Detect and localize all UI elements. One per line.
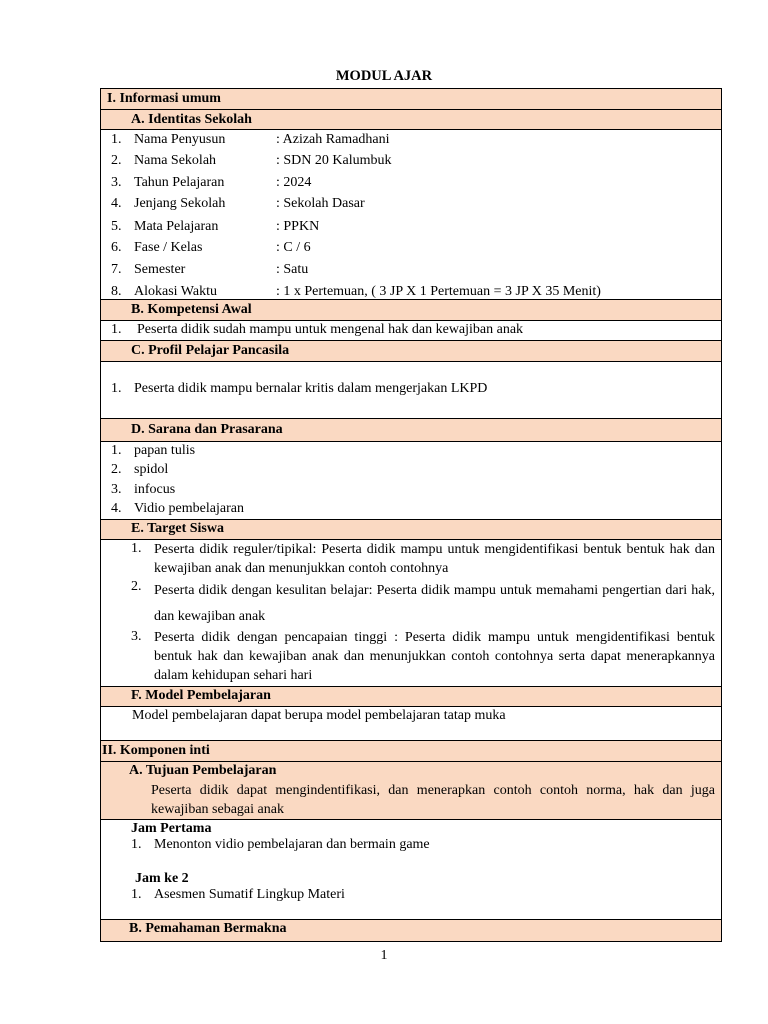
model-pembelajaran-body xyxy=(101,707,721,741)
kompetensi-awal-list xyxy=(101,321,721,341)
text-label: B. Pemahaman Bermakna xyxy=(129,921,287,936)
text-label: : Azizah Ramadhani xyxy=(276,132,390,147)
tujuan-pembelajaran-header: A. Tujuan Pembelajaran xyxy=(129,763,277,778)
text-label: Nama Sekolah xyxy=(134,153,217,168)
model-text: Model pembelajaran dapat berupa model pembelajaran tatap muka xyxy=(132,708,506,723)
sarana-prasarana-header xyxy=(101,419,721,442)
text-label: : 2024 xyxy=(276,175,312,190)
text-label: E. Target Siswa xyxy=(131,521,224,536)
tujuan-text: Peserta didik dapat mengindentifikasi, dan menerapkan contoh contoh norma, hak dan juga kewajiban sebagai anak xyxy=(151,783,715,817)
section-informasi-umum-header xyxy=(101,89,721,110)
text-label: II. Komponen inti xyxy=(102,743,210,758)
list-item: Peserta didik sudah mampu untuk mengenal hak dan kewajiban anak xyxy=(137,322,524,337)
list-item-number: 4. xyxy=(111,501,122,516)
kompetensi-awal-header xyxy=(101,300,721,321)
list-item-number: 2. xyxy=(131,579,142,594)
list-item: Vidio pembelajaran xyxy=(134,501,244,516)
list-item: Peserta didik dengan pencapaian tinggi : Peserta didik mampu untuk mengidentifikasi bentuk bentuk hak dan kewajiban anak dan menunjukkan contoh contohnya serta dapat menerapkannya dalam kehidupan sehari hari xyxy=(154,630,715,683)
jam-ke-2-header: Jam ke 2 xyxy=(135,871,189,886)
list-item: papan tulis xyxy=(134,443,196,458)
list-item-number: 1. xyxy=(131,541,142,556)
list-item-number: 6. xyxy=(111,240,122,255)
list-item: spidol xyxy=(134,462,169,477)
target-siswa-list xyxy=(101,540,721,687)
list-item: Peserta didik mampu bernalar kritis dalam mengerjakan LKPD xyxy=(134,381,488,396)
pemahaman-bermakna-header xyxy=(101,920,721,941)
text-label: : SDN 20 Kalumbuk xyxy=(276,153,392,168)
list-item-number: 4. xyxy=(111,196,122,211)
list-item: Menonton vidio pembelajaran dan bermain game xyxy=(154,837,430,852)
list-item-number: 8. xyxy=(111,284,122,299)
text-label: Alokasi Waktu xyxy=(134,284,217,299)
list-item-number: 1. xyxy=(111,443,122,458)
text-label: : Satu xyxy=(276,262,309,277)
tujuan-pembelajaran-block xyxy=(101,762,721,820)
document-title: MODUL AJAR xyxy=(335,68,433,84)
list-item-number: 5. xyxy=(111,219,122,234)
text-label: C. Profil Pelajar Pancasila xyxy=(131,343,290,358)
text-label: : 1 x Pertemuan, ( 3 JP X 1 Pertemuan = 3 JP X 35 Menit) xyxy=(276,284,601,299)
list-item: infocus xyxy=(134,482,176,497)
list-item: Peserta didik dengan kesulitan belajar: Peserta didik mampu untuk memahami pengertian dari hak, dan kewajiban anak xyxy=(154,583,715,624)
list-item-number: 1. xyxy=(111,381,122,396)
list-item-number: 1. xyxy=(111,322,122,337)
text-label: F. Model Pembelajaran xyxy=(131,688,271,703)
list-item-number: 2. xyxy=(111,462,122,477)
model-pembelajaran-header xyxy=(101,687,721,707)
text-label: : PPKN xyxy=(276,219,320,234)
text-label: D. Sarana dan Prasarana xyxy=(131,422,283,437)
page-number: 1 xyxy=(380,948,388,963)
text-label: I. Informasi umum xyxy=(107,91,221,106)
identitas-sekolah-header xyxy=(101,110,721,130)
text-label: Fase / Kelas xyxy=(134,240,203,255)
sarana-prasarana-list xyxy=(101,442,721,520)
jam-pembelajaran-block xyxy=(101,820,721,920)
komponen-inti-header xyxy=(101,741,721,762)
text-label: Semester xyxy=(134,262,186,277)
list-item-number: 3. xyxy=(111,175,122,190)
text-label: Nama Penyusun xyxy=(134,132,226,147)
profil-pelajar-list xyxy=(101,362,721,419)
list-item-number: 3. xyxy=(111,482,122,497)
module-table xyxy=(100,88,722,942)
identitas-sekolah-list xyxy=(101,130,721,300)
text-label: Tahun Pelajaran xyxy=(134,175,225,190)
list-item-number: 3. xyxy=(131,629,142,644)
list-item: Peserta didik reguler/tipikal: Peserta didik mampu untuk mengidentifikasi bentuk bentuk hak dan kewajiban anak dan menunjukkan contoh contohnya xyxy=(154,542,715,576)
list-item-number: 1. xyxy=(111,132,122,147)
text-label: : C / 6 xyxy=(276,240,311,255)
list-item-number: 1. xyxy=(131,887,142,902)
text-label: A. Identitas Sekolah xyxy=(131,112,252,127)
text-label: : Sekolah Dasar xyxy=(276,196,365,211)
list-item-number: 7. xyxy=(111,262,122,277)
list-item-number: 1. xyxy=(131,837,142,852)
list-item-number: 2. xyxy=(111,153,122,168)
jam-pertama-header: Jam Pertama xyxy=(131,821,212,836)
list-item: Asesmen Sumatif Lingkup Materi xyxy=(154,887,345,902)
text-label: Jenjang Sekolah xyxy=(134,196,226,211)
text-label: Mata Pelajaran xyxy=(134,219,219,234)
target-siswa-header xyxy=(101,520,721,540)
text-label: B. Kompetensi Awal xyxy=(131,302,252,317)
profil-pelajar-header xyxy=(101,341,721,362)
